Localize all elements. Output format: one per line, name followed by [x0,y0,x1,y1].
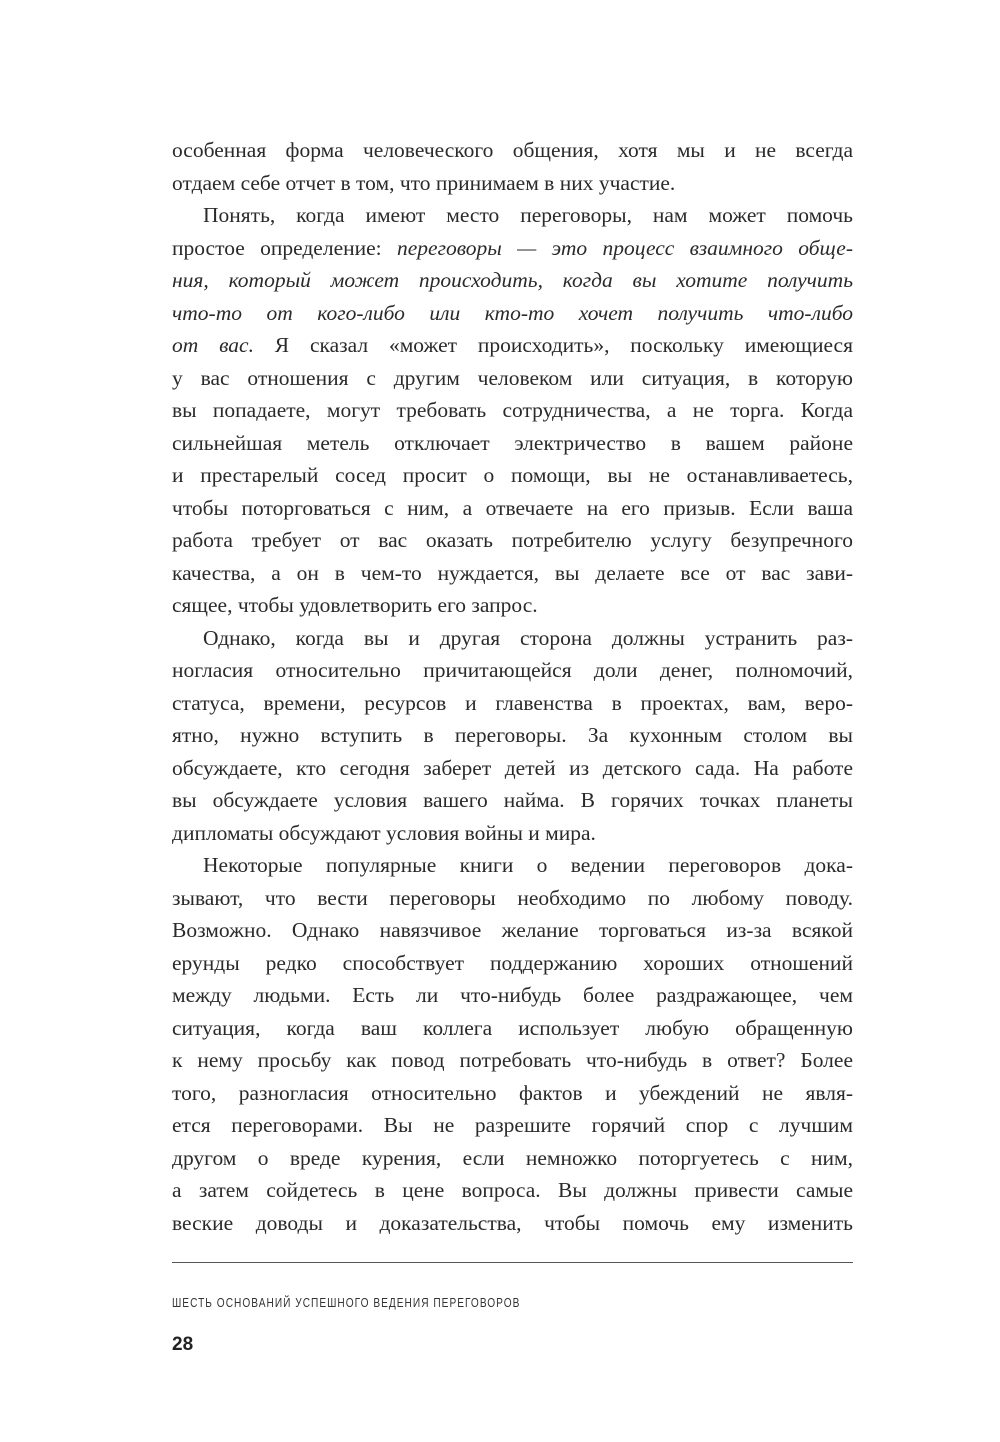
text-run: вы обсуждаете условия вашего найма. В горячих точках планеты [172,788,853,812]
text-line [172,784,853,817]
text-run: ятно, нужно вступить в переговоры. За кухонным столом вы [172,723,853,747]
text-line [172,914,853,947]
text-line [172,622,853,655]
paragraph [172,849,853,1239]
text-run: отдаем себе отчет в том, что принимаем в них участие. [172,170,676,195]
text-run: простое определение: [172,235,397,260]
text-line [172,947,853,980]
text-line [172,1044,853,1077]
text-line [172,394,853,427]
text-line [172,979,853,1012]
text-line [172,134,853,167]
body-text [172,134,853,1239]
text-line [172,719,853,752]
text-line [172,1012,853,1045]
text-line [172,849,853,882]
italic-text: переговоры — это процесс взаимного обще- [397,235,853,260]
text-line [172,232,853,265]
text-run: дипломаты обсуждают условия войны и мира. [172,820,596,845]
text-run: того, разногласия относительно фактов и убеждений не явля- [172,1080,853,1105]
text-line [172,687,853,720]
text-run: ногласия относительно причитающейся доли денег, полномочий, [172,658,853,682]
text-line [172,1109,853,1142]
text-run: работа требует от вас оказать потребителю услугу безупречного [172,528,853,552]
text-run: особенная форма человеческого общения, хотя мы и не всегда [172,138,853,162]
italic-text: ния, который может происходить, когда вы хотите получить [172,268,853,292]
text-run: ситуация, когда ваш коллега использует любую обращенную [172,1015,853,1040]
text-run: качества, а он в чем-то нуждается, вы делаете все от вас зави- [172,560,853,585]
italic-text: от вас. [172,333,254,357]
text-line [172,492,853,525]
text-run: у вас отношения с другим человеком или ситуация, в которую [172,365,853,390]
text-line [172,199,853,232]
text-run: другом о вреде курения, если немножко поторгуетесь с ним, [172,1145,853,1170]
text-line [172,882,853,915]
text-run: Я сказал «может происходить», поскольку имеющиеся [253,333,853,357]
text-line [172,1174,853,1207]
text-run: Возможно. Однако навязчивое желание торговаться из-за всякой [172,918,853,942]
text-line [172,362,853,395]
footer-divider [172,1262,853,1263]
text-line [172,297,853,330]
text-line [172,654,853,687]
text-line [172,459,853,492]
text-run: Однако, когда вы и другая сторона должны устранить раз- [203,625,853,650]
text-line [172,557,853,590]
text-line [172,167,853,200]
paragraph [172,134,853,199]
text-run: а затем сойдетесь в цене вопроса. Вы должны привести самые [172,1178,853,1202]
text-line [172,264,853,297]
text-run: ется переговорами. Вы не разрешите горячий спор с лучшим [172,1113,853,1137]
text-run: ерунды редко способствует поддержанию хороших отношений [172,950,853,975]
text-run: между людьми. Есть ли что-нибудь более раздражающее, чем [172,983,853,1007]
text-run: к нему просьбу как повод потребовать что-нибудь в ответ? Более [172,1048,853,1072]
running-title: ШЕСТЬ ОСНОВАНИЙ УСПЕШНОГО ВЕДЕНИЯ ПЕРЕГОВОРОВ [172,1295,521,1310]
text-line [172,752,853,785]
text-line [172,1207,853,1240]
text-run: и престарелый сосед просит о помощи, вы не останавливаетесь, [172,463,853,487]
page-number: 28 [172,1334,194,1355]
paragraph [172,199,853,622]
text-line [172,1142,853,1175]
text-run: обсуждаете, кто сегодня заберет детей из детского сада. На работе [172,755,853,780]
text-run: статуса, времени, ресурсов и главенства в проектах, вам, веро- [172,690,853,715]
italic-text: что-то от кого-либо или кто-то хочет получить что-либо [172,300,853,325]
text-line [172,524,853,557]
text-run: веские доводы и доказательства, чтобы помочь ему изменить [172,1210,853,1235]
text-run: зывают, что вести переговоры необходимо по любому поводу. [172,885,853,910]
text-line [172,1077,853,1110]
text-run: сящее, чтобы удовлетворить его запрос. [172,593,538,617]
text-line [172,589,853,622]
text-run: Понять, когда имеют место переговоры, нам может помочь [203,203,853,227]
text-run: вы попадаете, могут требовать сотрудничества, а не торга. Когда [172,398,853,422]
text-line [172,329,853,362]
text-run: чтобы поторговаться с ним, а отвечаете на его призыв. Если ваша [172,495,853,520]
paragraph [172,622,853,850]
text-line [172,817,853,850]
text-run: Некоторые популярные книги о ведении переговоров дока- [203,853,853,877]
text-line [172,427,853,460]
text-run: сильнейшая метель отключает электричество в вашем районе [172,430,853,455]
